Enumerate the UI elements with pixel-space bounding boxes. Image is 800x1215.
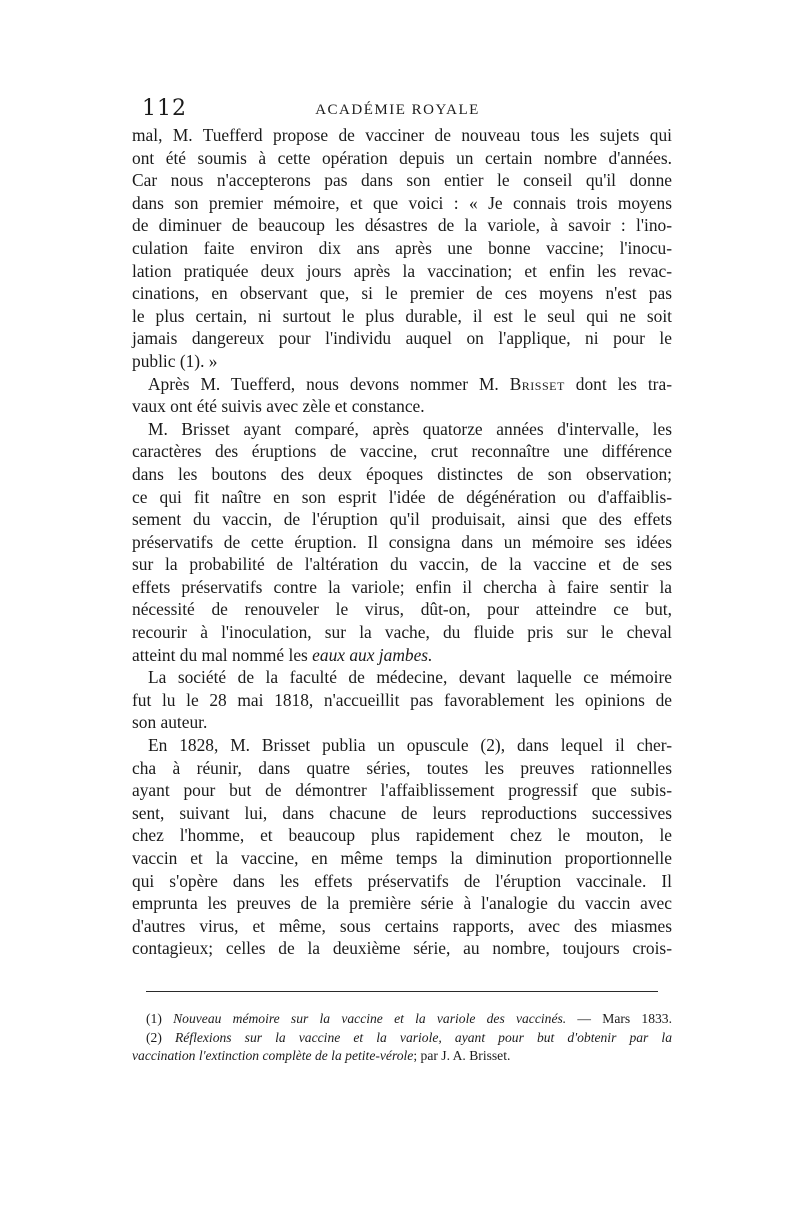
text-line: ce qui fit naître en son esprit l'idée de dégénération ou d'affaiblis- (132, 486, 672, 507)
italic-term: eaux aux jambes. (312, 644, 433, 665)
text-line (132, 373, 672, 396)
footnote-1 (132, 1010, 672, 1029)
text-line: recourir à l'inoculation, sur la vache, du fluide pris sur le cheval (132, 622, 672, 643)
text-line: mal, M. Tuefferd propose de vacciner de nouveau tous les sujets qui (132, 125, 672, 145)
text-line: qui s'opère dans les effets préservatifs de l'éruption vaccinale. Il (132, 870, 672, 891)
footnote-date: — Mars 1833. (577, 1011, 672, 1026)
text-line: son auteur. (132, 712, 208, 733)
text-line: ont été soumis à cette opération depuis un certain nombre d'années. (132, 147, 672, 168)
text-line: de diminuer de beaucoup les désastres de la variole, à savoir : l'ino- (132, 215, 672, 236)
footnote-separator-rule (146, 991, 658, 992)
running-head: ACADÉMIE ROYALE (315, 102, 480, 118)
text-line: contagieux; celles de la deuxième série, au nombre, toujours crois- (132, 938, 672, 959)
footnote-2 (132, 1029, 672, 1048)
text-line: La société de la faculté de médecine, devant laquelle ce mémoire (148, 667, 672, 688)
text-line: chez l'homme, et beaucoup plus rapidement chez le mouton, le (132, 825, 672, 846)
text-line: public (1). » (132, 350, 218, 371)
text-line: jamais dangereux pour l'individu auquel on l'applique, ni pour le (132, 328, 672, 349)
footnotes (132, 1010, 672, 1066)
body-text (132, 124, 672, 960)
text-line: cha à réunir, dans quatre séries, toutes les preuves rationnelles (132, 757, 672, 778)
footnote-2-continuation (132, 1047, 672, 1066)
text-line: vaccin et la vaccine, en même temps la diminution proportionnelle (132, 848, 672, 868)
text-line: d'autres virus, et même, sous certains rapports, avec des miasmes (132, 915, 672, 936)
text-line: lation pratiquée deux jours après la vaccination; et enfin les revac- (132, 260, 672, 281)
text-line: M. Brisset ayant comparé, après quatorze années d'intervalle, les (148, 418, 672, 439)
footnote-title: Nouveau mémoire sur la vaccine et la variole des vaccinés. (173, 1011, 567, 1026)
text-fragment: Après M. Tuefferd, nous devons nommer M. (148, 373, 499, 394)
footnote-title: vaccination l'extinction complète de la petite-vérole (132, 1048, 414, 1063)
text-fragment: atteint du mal nommé les (132, 644, 308, 665)
text-line: sement du vaccin, de l'éruption qu'il produisait, ainsi que des effets (132, 509, 672, 530)
text-line: sent, suivant lui, dans chacune de leurs reproductions successives (132, 802, 672, 823)
text-line: nécessité de renouveler le virus, dût-on, pour atteindre ce but, (132, 599, 672, 620)
text-line: effets préservatifs contre la variole; enfin il chercha à faire sentir la (132, 576, 672, 597)
text-line: culation faite environ dix ans après une bonne vaccine; l'inocu- (132, 237, 672, 258)
footnote-author: ; par J. A. Brisset. (413, 1048, 511, 1063)
page-number: 112 (142, 96, 187, 121)
footnote-number: (2) (146, 1029, 162, 1045)
text-line: dans les boutons des deux époques distinctes de son observation; (132, 463, 672, 484)
text-line: le plus certain, ni surtout le plus durable, il est le seul qui ne soit (132, 305, 672, 326)
author-name-smallcaps: Brisset (509, 373, 565, 394)
text-line: cinations, en observant que, si le premier de ces moyens n'est pas (132, 283, 672, 304)
footnote-number: (1) (146, 1011, 162, 1026)
text-line: vaux ont été suivis avec zèle et constance. (132, 396, 425, 417)
text-line: ayant pour but de démontrer l'affaiblissement progressif que subis- (132, 780, 672, 801)
text-line: dans son premier mémoire, et que voici : « Je connais trois moyens (132, 192, 672, 213)
text-line: fut lu le 28 mai 1818, n'accueillit pas favorablement les opinions de (132, 689, 672, 710)
text-line: En 1828, M. Brisset publia un opuscule (2), dans lequel il cher- (148, 735, 672, 756)
text-line: Car nous n'accepterons pas dans son entier le conseil qu'il donne (132, 170, 672, 191)
page-header (120, 96, 675, 124)
footnote-title: Réflexions sur la vaccine et la variole, ayant pour but d'obtenir par la (174, 1029, 672, 1045)
text-fragment: dont les tra- (575, 373, 672, 394)
text-line: sur la probabilité de l'altération du vaccin, de la vaccine et de ses (132, 554, 672, 575)
text-line (132, 644, 672, 667)
text-line: caractères des éruptions de vaccine, crut reconnaître une différence (132, 441, 672, 462)
text-line: emprunta les preuves de la première série à l'analogie du vaccin avec (132, 893, 672, 914)
text-line: préservatifs de cette éruption. Il consigna dans un mémoire ses idées (132, 531, 672, 552)
